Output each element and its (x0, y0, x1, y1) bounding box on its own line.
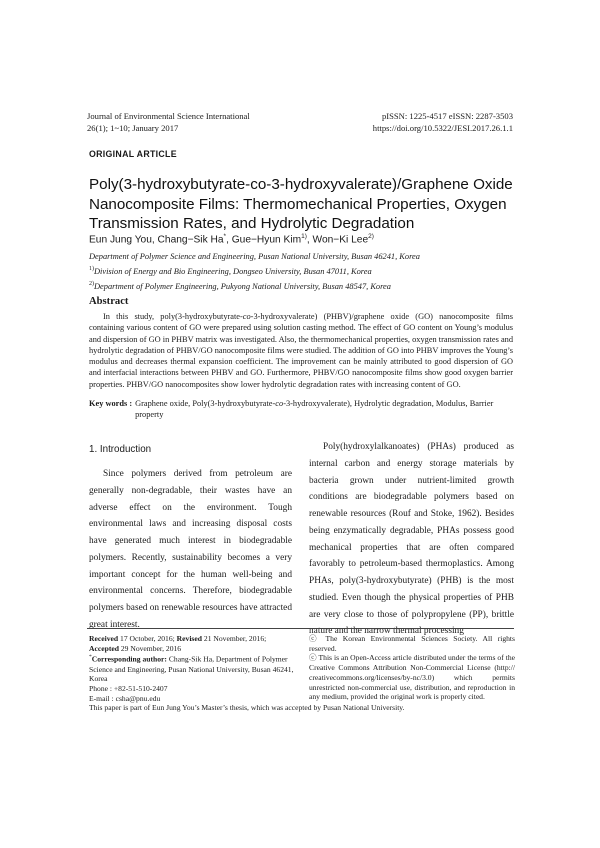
author-3-mark: 2) (368, 233, 374, 240)
affiliation-1: $^{1)}$Division of Energy and Bio Engineering, Dongseo University, Busan 47011, Korea (89, 266, 372, 277)
title-line-3: Transmission Rates, and Hydrolytic Degradation (89, 215, 415, 232)
body-column-right (309, 439, 514, 640)
journal-name: Journal of Environmental Science International (87, 111, 250, 121)
doi-link[interactable]: https://doi.org/10.5322/JESI.2017.26.1.1 (372, 122, 513, 133)
abstract-body: In this study, poly(3-hydroxybutyrate-co-3-hydroxyvalerate) (PHBV)/graphene oxide (GO) nanocomposite films containing various content of GO were prepared using solution casting method. The effect of GO content on Young’s modulus and dispersion of GO in PHBV matrix was investigated. Also, the thermomechanical properties, oxygen transmission rates and hydrolytic degradation of PHBV/GO nanocomposite films were studied. The addition of GO into PHBV improves the Young’s modulus and decreases thermal expansion coefficient. The improvement can be mainly attributed to good dispersion of GO and interfacial interactions between PHBV and GO. Furthermore, PHBV/GO nanocomposite films show good oxygen barrier properties. PHBV/GO nanocomposites show lower hydrolytic degradation rates with increasing content of GO. (89, 312, 513, 389)
intro-paragraph-1: Since polymers derived from petroleum are generally non-degradable, their wastes have an adverse effect on the environment. Tough environmental laws and increasing disposal costs have generated much interest in biodegradable polymers. Recently, sustainability becomes a very important concept for the human well-being and environmental concerns. Therefore, biodegradable polymers based on renewable resources have attracted great interest. (89, 469, 292, 630)
author-2-mark: 1) (301, 233, 307, 240)
paper-title (89, 175, 519, 234)
author-2: , Gue−Hyun Kim (226, 234, 302, 246)
footnote-divider (87, 628, 514, 629)
affiliation-main: Department of Polymer Science and Engineering, Pusan National University, Busan 46241, Korea (89, 252, 420, 261)
corresponding-author: *Corresponding author: Chang-Sik Ha, Department of Polymer Science and Engineering, Pusan National University, Busan 46241, Korea (89, 654, 294, 684)
section-heading-introduction: 1. Introduction (89, 444, 152, 455)
author-3: , Won−Ki Lee (306, 234, 369, 246)
author-1: Eun Jung You, Chang−Sik Ha (89, 234, 224, 246)
author-1-mark: * (223, 233, 227, 240)
thesis-note: This paper is part of Eun Jung You’s Master’s thesis, which was accepted by Pusan National University. (89, 703, 405, 712)
issn-header (373, 111, 513, 134)
journal-header (87, 111, 250, 134)
email[interactable]: E-mail : csha@pnu.edu (89, 693, 161, 703)
journal-issue: 26(1); 1~10; January 2017 (87, 122, 179, 133)
copyright-notice (309, 634, 515, 702)
article-history: Received 17 October, 2016; Revised 21 November, 2016; Accepted 29 November, 2016 *Corresponding author: Chang-Sik Ha, Department of Polymer Science and Engineering, Pusan National University, Busan 46241, Korea Phone : +82-51-510-2407 E-mail : csha@pnu.edu (89, 634, 294, 703)
abstract-heading: Abstract (89, 296, 129, 307)
issn: pISSN: 1225-4517 eISSN: 2287-3503 (381, 111, 513, 121)
keywords-label: Key words : (89, 399, 133, 408)
license-text: ⓒ This is an Open-Access article distributed under the terms of the Creative Commons Attribution Non-Commercial License (http:// creativecommons.org/licenses/by-nc/3.0) which permits unrestricted non-commercial use, distribution, and reproduction in any medium, provided the original work is properly cited. (309, 653, 515, 702)
copyright: ⓒ The Korean Environmental Sciences Society. All rights reserved. (309, 634, 515, 653)
body-column-left (89, 466, 292, 634)
affiliation-2: $^{2)}$Department of Polymer Engineering, Pukyong National University, Busan 48547, Korea (89, 281, 391, 292)
title-line-1: Poly(3-hydroxybutyrate-co-3-hydroxyvalerate)/Graphene Oxide (89, 176, 513, 193)
keywords-list: Graphene oxide, Poly(3-hydroxybutyrate-co-3-hydroxyvalerate), Hydrolytic degradation, Modulus, Barrier property (135, 399, 494, 420)
author-list (89, 233, 374, 245)
keywords (89, 398, 513, 421)
article-type: ORIGINAL ARTICLE (89, 149, 177, 159)
affiliations (89, 251, 420, 293)
intro-paragraph-2: Poly(hydroxylalkanoates) (PHAs) produced as internal carbon and energy storage materials by bacteria grown under nutrient-limited growth conditions are biodegradable polymers based on renewable resources (Rouf and Stoke, 1962). Besides being enzymatically degradable, PHAs possess good mechanical properties that are often compared favorably to petroleum‐based thermoplastics. Among PHAs, poly(3-hydroxybutyrate) (PHB) is the most studied. Even though the physical properties of PHB are very close to those of polypropylene (PP), brittle nature and the narrow thermal processing (309, 442, 514, 637)
title-line-2: Nanocomposite Films: Thermomechanical Properties, Oxygen (89, 195, 507, 213)
phone: Phone : +82-51-510-2407 (89, 684, 168, 694)
